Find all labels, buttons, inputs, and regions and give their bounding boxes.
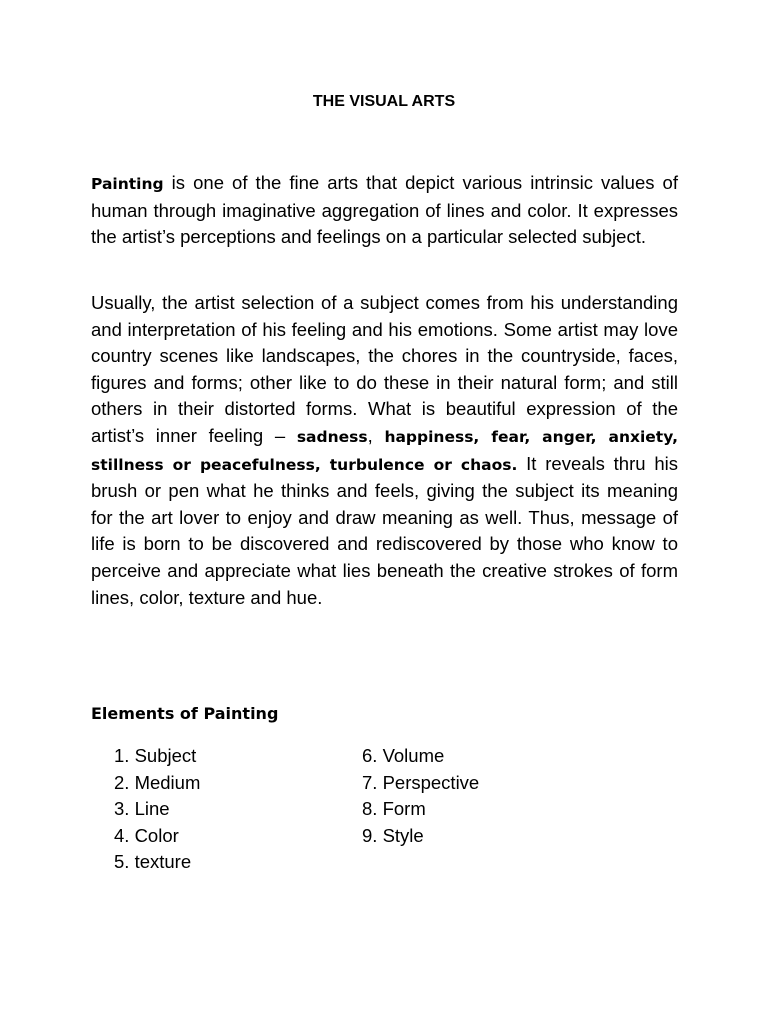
elements-list-right <box>362 743 479 849</box>
list-item: 7. Perspective <box>362 771 480 793</box>
elements-list-left <box>114 743 200 876</box>
emphasis-sadness: sadness <box>296 427 368 446</box>
paragraph-1-text: is one of the fine arts that depict various intrinsic values of human through imaginative aggregation of lines and color. It expresses the artist’s perceptions and feelings on a particular selected subject. <box>91 172 678 248</box>
paragraph-painting-definition <box>91 170 678 251</box>
elements-heading: Elements of Painting <box>91 704 279 723</box>
list-item: 8. Form <box>362 798 426 820</box>
paragraph-2-comma: , <box>367 424 385 446</box>
list-item: 2. Medium <box>114 771 201 793</box>
list-item: 9. Style <box>362 824 424 846</box>
term-painting: Painting <box>91 175 164 193</box>
paragraph-artist-subject <box>91 290 678 611</box>
list-item: 6. Volume <box>362 745 445 766</box>
list-item: 4. Color <box>114 824 179 846</box>
page-title: THE VISUAL ARTS <box>312 93 456 110</box>
paragraph-2-text-after: It reveals thru his brush or pen what he thinks and feels, giving the subject its meaning for the art lover to enjoy and draw meaning as well. Thus, message of life is born to be discovered and rediscovered by those who know to perceive and appreciate what lies beneath the creative strokes of form lines, color, texture and hue. <box>91 452 678 608</box>
list-item: 3. Line <box>114 798 170 820</box>
paragraph-2-text-before: Usually, the artist selection of a subject comes from his understanding and interpretation of his feeling and his emotions. Some artist may love country scenes like landscapes, the chores in the countryside, faces, figures and forms; other like to do these in their natural form; and still others in their distorted forms. What is beautiful expression of the artist’s inner feeling – <box>91 292 678 446</box>
list-item: 1. Subject <box>114 745 197 766</box>
emphasis-emotions: happiness, fear, anger, anxiety, stillness or peacefulness, turbulence or chaos. <box>91 427 678 474</box>
list-item: 5. texture <box>114 851 192 873</box>
